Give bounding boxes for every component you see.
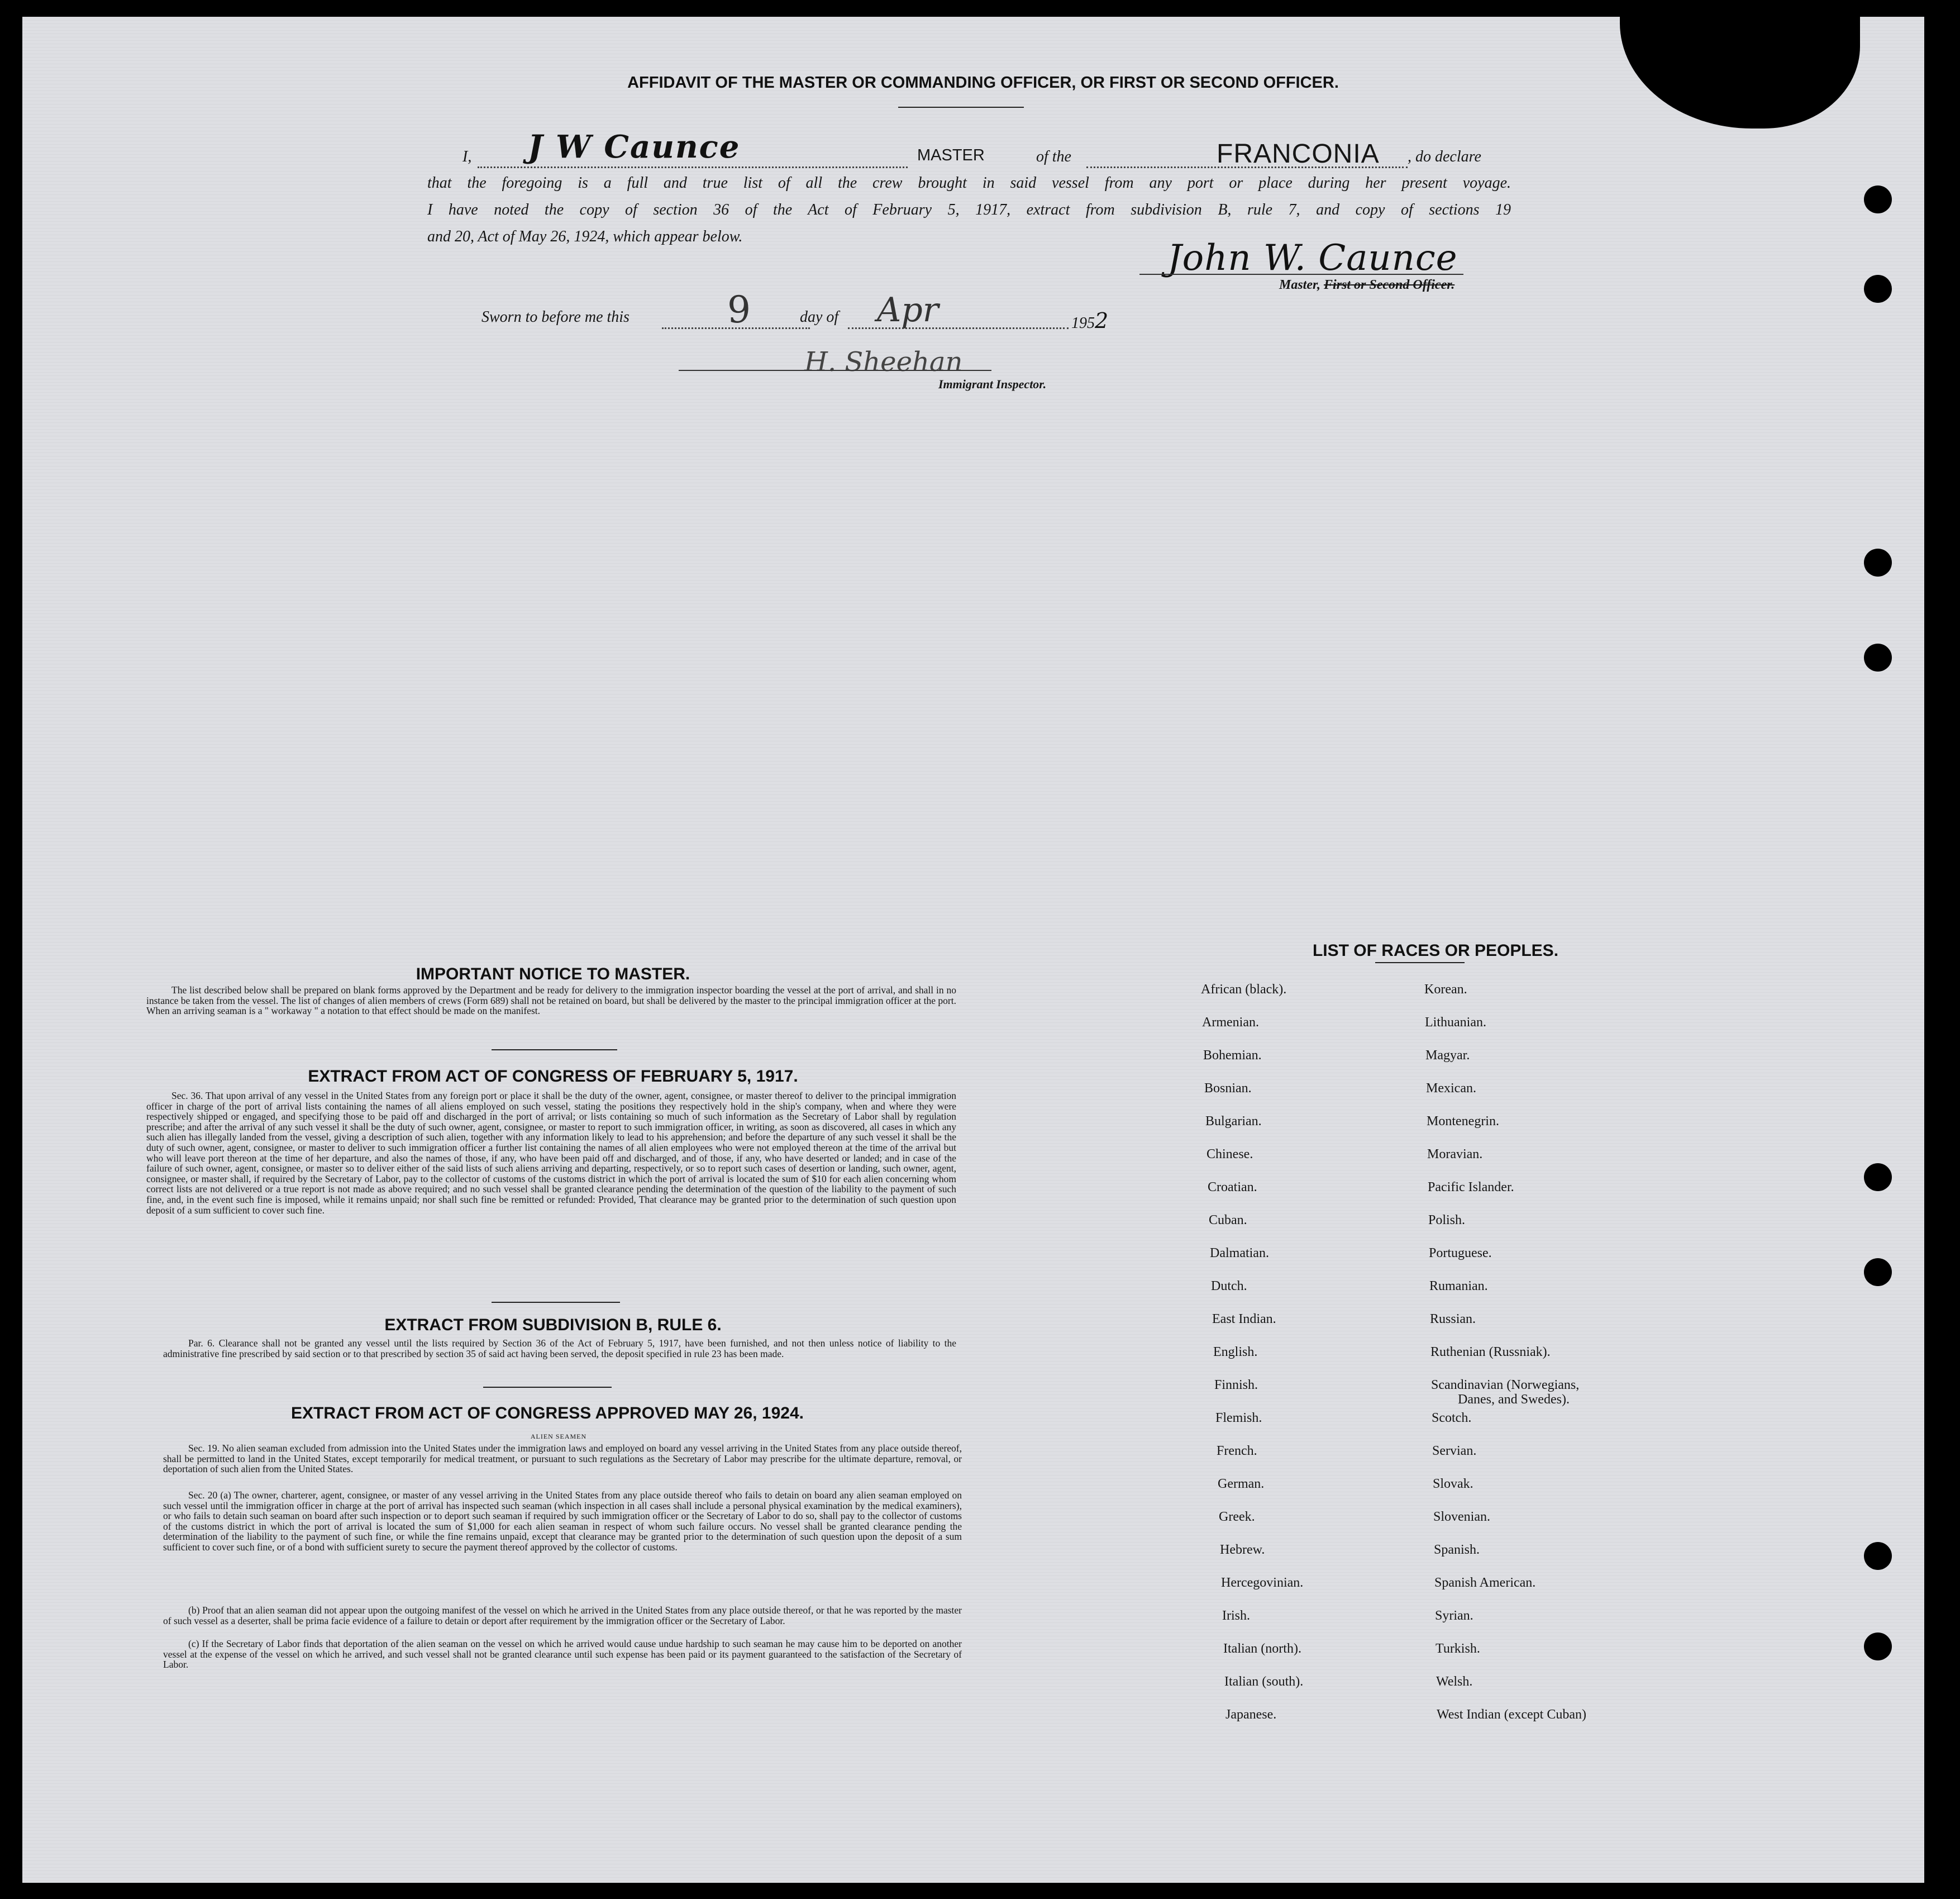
races-title: LIST OF RACES OR PEOPLES. — [1312, 941, 1559, 960]
affidavit-line-3: and 20, Act of May 26, 1924, which appear below. — [427, 228, 743, 245]
race-item-lithuanian: Lithuanian. — [1425, 1015, 1486, 1030]
extract-1924-sec20a: Sec. 20 (a) The owner, charterer, agent, consignee, or master of any vessel arriving in the United States from any place outside thereof who fails to detain on board any alien seaman employed on such vessel until the immigration officer in charge at the port of arrival has inspected such seaman (which inspection in all cases shall include a personal physical examination by the medical examiners), or who fails to detain such seaman on board after such inspection or to deport such seaman if required by such immigration officer or the Secretary of Labor to do so, shall pay to the collector of customs of the customs district in which the port of arrival is located the sum of $1,000 for each alien seaman in respect of whom such failure occurs. No vessel shall be granted clearance pending the determination of the liability to the payment of such fine, or while the fine remains unpaid, except that clearance may be granted prior to the determination of such question upon the deposit of a sum sufficient to cover such fine, or of a bond with sufficient surety to secure the payment thereof approved by the collector of customs. — [163, 1489, 962, 1553]
subdivision-b-title: EXTRACT FROM SUBDIVISION B, RULE 6. — [384, 1316, 722, 1334]
extract-1924-sec19: Sec. 19. No alien seaman excluded from admission into the United States under the immigration laws and employed on board any vessel arriving in the United States from any place outside thereof, shall be permitted to land in the United States, except temporarily for medical treatment, or pursuant to such regulations as the Secretary of Labor may prescribe for the ultimate departure, removal, or deportation of such alien from the United States. — [163, 1443, 962, 1475]
race-item-slovenian: Slovenian. — [1433, 1510, 1490, 1524]
race-item-bosnian: Bosnian. — [1204, 1081, 1252, 1096]
master-signature-caption — [1279, 278, 1454, 293]
inspector-signature-line — [679, 370, 991, 371]
notice-title: IMPORTANT NOTICE TO MASTER. — [416, 965, 690, 983]
subdivision-b-text: Par. 6. Clearance shall not be granted any vessel until the lists required by Section 36 of the Act of February 5, 1917, have been furnished, and not then unless notice of liability to the administrative fine prescribed by said section or to that prescribed by section 35 of said act having been served, the deposit specified in rule 23 has been made. — [163, 1338, 956, 1359]
race-item-bohemian: Bohemian. — [1203, 1048, 1262, 1063]
do-declare-label: , do declare — [1408, 148, 1481, 165]
race-item-finnish: Finnish. — [1214, 1378, 1258, 1392]
race-item-scotch: Scotch. — [1432, 1411, 1472, 1425]
race-item-ruthenian: Ruthenian (Russniak). — [1430, 1345, 1551, 1359]
race-item-english: English. — [1213, 1345, 1258, 1359]
affidavit-line-1: that the foregoing is a full and true list of all the crew brought in said vessel from any port or place during her present voyage. — [427, 174, 1511, 192]
race-item-japanese: Japanese. — [1225, 1707, 1277, 1722]
race-item-german: German. — [1218, 1477, 1265, 1491]
race-item-french: French. — [1217, 1444, 1257, 1458]
race-item-cuban: Cuban. — [1209, 1213, 1247, 1227]
race-item-rumanian: Rumanian. — [1429, 1279, 1488, 1293]
sworn-month: Apr — [877, 291, 939, 330]
race-item-spanish: Spanish. — [1434, 1543, 1480, 1557]
race-item-scandinavian-continued: Danes, and Swedes). — [1458, 1392, 1570, 1407]
punch-hole — [1864, 1633, 1892, 1660]
race-item-flemish: Flemish. — [1215, 1411, 1262, 1425]
punch-hole — [1864, 1163, 1892, 1191]
torn-corner — [1620, 11, 1860, 128]
race-item-moravian: Moravian. — [1427, 1147, 1483, 1162]
race-item-italian-north: Italian (north). — [1223, 1641, 1301, 1656]
affidavit-line-2: I have noted the copy of section 36 of the Act of February 5, 1917, extract from subdivision B, rule 7, and copy of sections 19 — [427, 201, 1511, 218]
race-item-syrian: Syrian. — [1435, 1608, 1473, 1623]
punch-hole — [1864, 1542, 1892, 1570]
master-signature: John W. Caunce — [1167, 237, 1458, 279]
race-item-turkish: Turkish. — [1436, 1641, 1480, 1656]
punch-hole — [1864, 644, 1892, 672]
race-item-pacific-islander: Pacific Islander. — [1428, 1180, 1514, 1194]
notice-text: The list described below shall be prepared on blank forms approved by the Department and be ready for delivery to the immigration inspector boarding the vessel at the port of arrival, and shall in no instance be taken from the vessel. The list of changes of alien members of crews (Form 689) shall not be retained on board, but shall be delivered by the master to the principal immigration officer at the port. When an arriving seaman is a " workaway " a notation to that effect should be made on the manifest. — [146, 984, 956, 1017]
sworn-year-prefix: 195 — [1071, 315, 1095, 332]
affidavit-i-label: I, — [462, 148, 472, 165]
race-item-spanish-american: Spanish American. — [1434, 1576, 1536, 1590]
affidavit-title-rule — [898, 107, 1024, 108]
race-item-east-indian: East Indian. — [1212, 1312, 1276, 1326]
declarant-handwritten-name: J W Caunce — [528, 128, 741, 165]
race-item-mexican: Mexican. — [1426, 1081, 1476, 1096]
race-item-greek: Greek. — [1219, 1510, 1255, 1524]
rank-label: MASTER — [917, 146, 985, 164]
race-item-scandinavian: Scandinavian (Norwegians, — [1431, 1378, 1580, 1392]
punch-hole — [1864, 185, 1892, 213]
inspector-caption: Immigrant Inspector. — [938, 377, 1047, 391]
race-item-dalmatian: Dalmatian. — [1210, 1246, 1269, 1260]
race-item-montenegrin: Montenegrin. — [1427, 1114, 1499, 1129]
day-of-label: day of — [800, 308, 839, 326]
extract-1924-subtitle: ALIEN SEAMEN — [530, 1432, 587, 1440]
race-item-korean: Korean. — [1424, 982, 1467, 997]
race-item-west-indian: West Indian (except Cuban) — [1437, 1707, 1586, 1722]
race-item-hercegovinian: Hercegovinian. — [1221, 1576, 1304, 1590]
race-item-chinese: Chinese. — [1206, 1147, 1253, 1162]
race-item-irish: Irish. — [1222, 1608, 1250, 1623]
declarant-name-line — [478, 166, 908, 168]
extract-1917-rule — [492, 1302, 620, 1303]
race-item-dutch: Dutch. — [1211, 1279, 1247, 1293]
sworn-label: Sworn to before me this — [481, 308, 630, 326]
extract-1917-title: EXTRACT FROM ACT OF CONGRESS OF FEBRUARY 5, 1917. — [308, 1067, 798, 1086]
race-item-italian-south: Italian (south). — [1224, 1674, 1304, 1689]
race-item-magyar: Magyar. — [1425, 1048, 1470, 1063]
subdivision-b-rule — [483, 1387, 612, 1388]
race-item-slovak: Slovak. — [1433, 1477, 1473, 1491]
inspector-signature: H. Sheehan — [804, 346, 963, 378]
affidavit-title: AFFIDAVIT OF THE MASTER OR COMMANDING OFFICER, OR FIRST OR SECOND OFFICER. — [627, 74, 1339, 92]
race-item-croatian: Croatian. — [1208, 1180, 1257, 1194]
race-item-servian: Servian. — [1432, 1444, 1477, 1458]
extract-1917-text: Sec. 36. That upon arrival of any vessel in the United States from any foreign port or place it shall be the duty of the owner, agent, consignee, or master thereof to deliver to the principal immigration officer in charge of the port of arrival lists containing the names of all aliens employed on such vessel, stating the positions they respectively hold in the ship's company, when and where they were respectively shipped or engaged, and specifying those to be paid off and discharged in the port of arrival; or lists containing so much of such information as the Secretary of Labor shall by regulation prescribe; and after the arrival of any such vessel it shall be the duty of such owner, agent, consignee, or master to report to such immigration officer, in writing, as soon as discovered, all cases in which any such alien has illegally landed from the vessel, giving a description of such alien, together with any information likely to lead to his apprehension; and before the departure of any such vessel it shall be the duty of such owner, agent, consignee, or master to deliver to such immigration officer a further list containing the names of all alien employees who were not employed thereon at the time of the arrival but who will leave port thereon at the time of her departure, and also the names of those, if any, who have been paid off and discharged, and of those, if any, who have deserted or landed; and in case of the failure of such owner, agent, consignee, or master so to deliver either of the said lists of such aliens arriving and departing, respectively, or so to report such cases of desertion or landing, such owner, agent, consignee, or master shall, if required by the Secretary of Labor, pay to the collector of customs of the customs district in which the port of arrival is located the sum of $10 for each alien concerning whom correct lists are not delivered or a true report is not made as above required; and no such vessel shall be granted clearance pending the determination of the question of the liability to the payment of such fine, and, in the event such fine is imposed, while it remains unpaid; nor shall such fine be remitted or refunded: Provided, That clearance may be granted prior to the determination of such question upon deposit of a sum sufficient to cover such fine. — [146, 1090, 956, 1216]
vessel-name: FRANCONIA — [1217, 139, 1380, 169]
master-signature-line — [1139, 274, 1463, 275]
of-the-label: of the — [1036, 148, 1071, 165]
race-item-armenian: Armenian. — [1202, 1015, 1259, 1030]
race-item-portuguese: Portuguese. — [1429, 1246, 1492, 1260]
extract-1924-sec20b: (b) Proof that an alien seaman did not appear upon the outgoing manifest of the vessel on which he arrived in the United States from any place outside thereof, or that he was reported by the master of such vessel as a deserter, shall be prima facie evidence of a failure to detain or deport after requirement by the immigration officer or the Secretary of Labor. — [163, 1605, 962, 1626]
punch-hole — [1864, 549, 1892, 577]
race-item-russian: Russian. — [1430, 1312, 1476, 1326]
race-item-hebrew: Hebrew. — [1220, 1543, 1265, 1557]
race-item-bulgarian: Bulgarian. — [1205, 1114, 1262, 1129]
sworn-year — [1071, 308, 1108, 333]
notice-rule — [492, 1049, 617, 1050]
master-caption-struck: First or Second Officer. — [1324, 278, 1455, 292]
punch-hole — [1864, 275, 1892, 303]
extract-1924-sec20c: (c) If the Secretary of Labor finds that deportation of the alien seaman on the vessel on which he arrived would cause undue hardship to such seaman he may cause him to be deported on another vessel at the expense of the vessel on which he arrived, and such vessel shall not be granted clearance until such expense has been paid or its payment guaranteed to the satisfaction of the Secretary of Labor. — [163, 1638, 962, 1670]
master-caption-prefix: Master, — [1279, 278, 1324, 292]
race-item-african: African (black). — [1201, 982, 1287, 997]
race-item-welsh: Welsh. — [1436, 1674, 1473, 1689]
races-title-rule — [1375, 962, 1465, 963]
sworn-year-handwritten: 2 — [1095, 308, 1109, 333]
extract-1924-title: EXTRACT FROM ACT OF CONGRESS APPROVED MAY 26, 1924. — [291, 1404, 804, 1422]
race-item-polish: Polish. — [1428, 1213, 1466, 1227]
sworn-day: 9 — [727, 288, 751, 331]
punch-hole — [1864, 1258, 1892, 1286]
crew-list-affidavit-page — [22, 17, 1924, 1883]
